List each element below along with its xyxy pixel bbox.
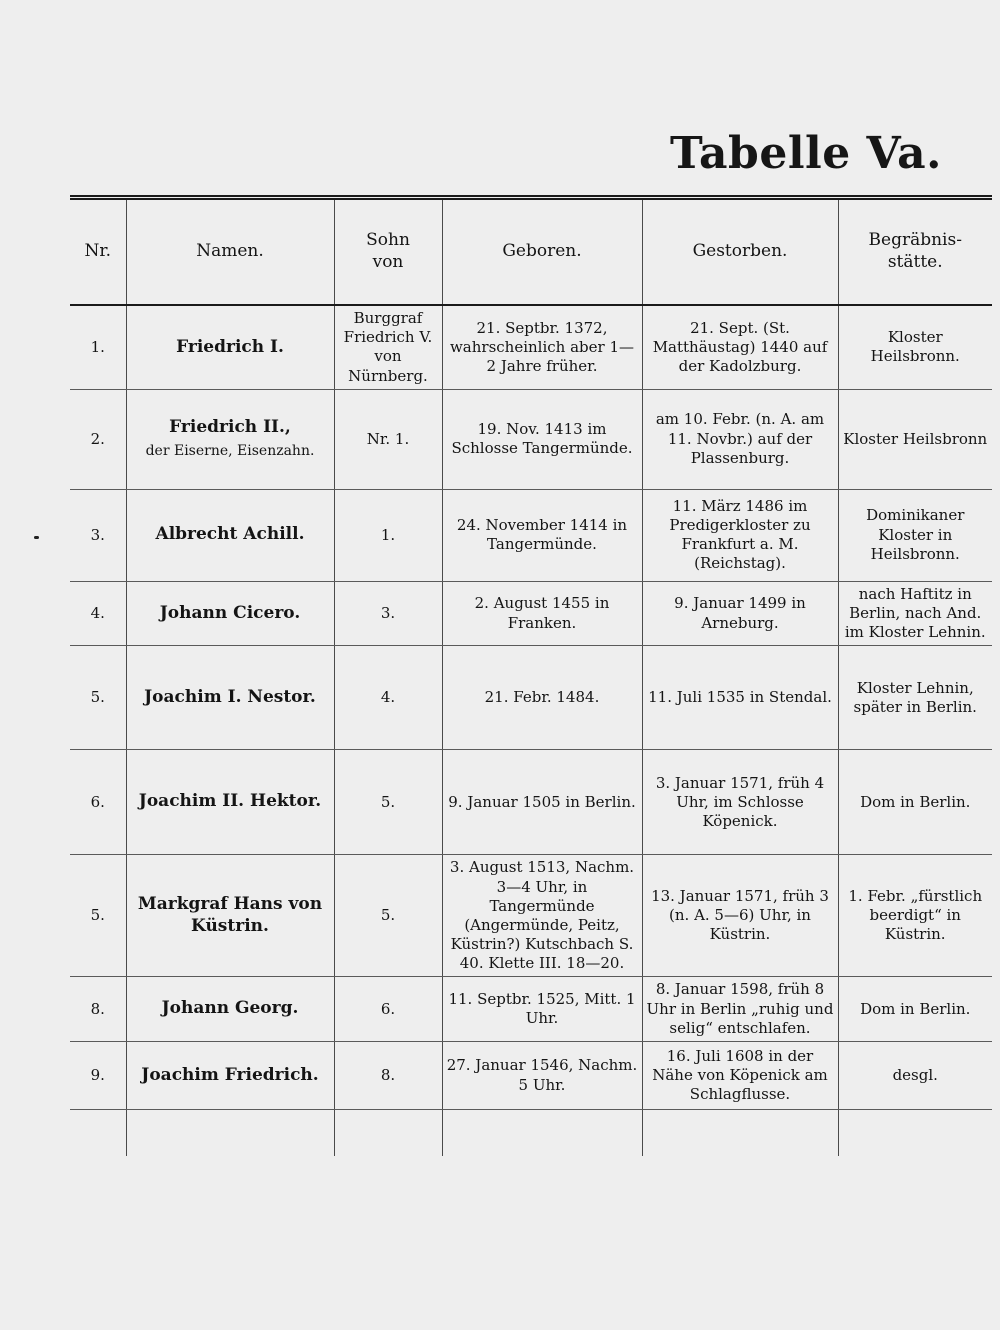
row-burial: Dom in Berlin. xyxy=(838,750,992,855)
row-son-of: Burggraf Friedrich V. von Nürnberg. xyxy=(334,305,442,389)
row-born: 2. August 1455 in Franken. xyxy=(442,581,642,646)
table-row xyxy=(70,855,992,977)
row-nr: 5. xyxy=(70,855,126,977)
row-nr: 6. xyxy=(70,750,126,855)
table-row xyxy=(70,581,992,646)
header-burial xyxy=(838,198,992,306)
row-name: Joachim I. Nestor. xyxy=(144,686,316,707)
row-name: Johann Georg. xyxy=(161,998,299,1019)
page-title: Tabelle Va. xyxy=(670,128,942,179)
table-row xyxy=(70,305,992,389)
header-burial-line2: stätte. xyxy=(887,252,943,272)
row-name: Friedrich II., xyxy=(169,417,291,438)
row-son-of: 1. xyxy=(334,489,442,581)
table-row xyxy=(70,489,992,581)
row-name: Joachim Friedrich. xyxy=(141,1064,319,1085)
header-son-of xyxy=(334,198,442,306)
row-died: am 10. Febr. (n. A. am 11. Novbr.) auf der Plassenburg. xyxy=(642,389,838,489)
row-son-of: 5. xyxy=(334,750,442,855)
row-burial: Dom in Berlin. xyxy=(838,977,992,1042)
table-row xyxy=(70,389,992,489)
row-nr: 8. xyxy=(70,977,126,1042)
row-nr: 5. xyxy=(70,646,126,750)
row-son-of: Nr. 1. xyxy=(334,389,442,489)
row-son-of: 3. xyxy=(334,581,442,646)
header-son-of-line2: von xyxy=(372,252,404,272)
lineage-table xyxy=(70,195,992,1156)
table-row xyxy=(70,1042,992,1110)
row-name-cell xyxy=(126,305,334,389)
row-name-cell xyxy=(126,646,334,750)
row-name-cell xyxy=(126,750,334,855)
row-name: Markgraf Hans von Küstrin. xyxy=(137,894,323,936)
row-died: 9. Januar 1499 in Arneburg. xyxy=(642,581,838,646)
row-name-subtitle: der Eiserne, Eisenzahn. xyxy=(145,443,315,460)
row-born: 27. Januar 1546, Nachm. 5 Uhr. xyxy=(442,1042,642,1110)
row-nr: 9. xyxy=(70,1042,126,1110)
row-name-cell xyxy=(126,581,334,646)
row-name: Albrecht Achill. xyxy=(155,524,305,545)
header-died: Gestorben. xyxy=(642,198,838,306)
table-trailing-row xyxy=(70,1110,992,1157)
header-nr: Nr. xyxy=(70,198,126,306)
table-row xyxy=(70,977,992,1042)
row-born: 11. Septbr. 1525, Mitt. 1 Uhr. xyxy=(442,977,642,1042)
row-nr: 4. xyxy=(70,581,126,646)
table-header-row xyxy=(70,198,992,306)
row-name-cell xyxy=(126,389,334,489)
row-burial: Dominikaner Kloster in Heilsbronn. xyxy=(838,489,992,581)
row-born: 21. Febr. 1484. xyxy=(442,646,642,750)
row-son-of: 4. xyxy=(334,646,442,750)
row-nr: 3. xyxy=(70,489,126,581)
row-died: 8. Januar 1598, früh 8 Uhr in Berlin „ruhig und selig“ entschlafen. xyxy=(642,977,838,1042)
row-son-of: 8. xyxy=(334,1042,442,1110)
row-died: 3. Januar 1571, früh 4 Uhr, im Schlosse Köpenick. xyxy=(642,750,838,855)
row-name-cell xyxy=(126,1042,334,1110)
row-born: 9. Januar 1505 in Berlin. xyxy=(442,750,642,855)
header-burial-line1: Begräbnis- xyxy=(868,230,962,251)
row-born: 3. August 1513, Nachm. 3—4 Uhr, in Tangermünde (Angermünde, Peitz, Küstrin?) Kutschbach S. 40. Klette III. 18—20. xyxy=(442,855,642,977)
row-born: 19. Nov. 1413 im Schlosse Tangermünde. xyxy=(442,389,642,489)
row-son-of: 5. xyxy=(334,855,442,977)
header-son-of-line1: Sohn xyxy=(366,230,410,251)
row-died: 11. Juli 1535 in Stendal. xyxy=(642,646,838,750)
row-born: 24. November 1414 in Tangermünde. xyxy=(442,489,642,581)
row-name-cell xyxy=(126,489,334,581)
row-son-of: 6. xyxy=(334,977,442,1042)
header-name: Namen. xyxy=(126,198,334,306)
row-burial: Kloster Lehnin, später in Berlin. xyxy=(838,646,992,750)
row-burial: nach Haftitz in Berlin, nach And. im Kloster Lehnin. xyxy=(838,581,992,646)
lineage-table-container xyxy=(70,195,992,1156)
row-burial: Kloster Heilsbronn xyxy=(838,389,992,489)
row-burial: 1. Febr. „fürstlich beerdigt“ in Küstrin. xyxy=(838,855,992,977)
table-row xyxy=(70,646,992,750)
row-born: 21. Septbr. 1372, wahrscheinlich aber 1—2 Jahre früher. xyxy=(442,305,642,389)
row-name-cell xyxy=(126,977,334,1042)
row-died: 11. März 1486 im Predigerkloster zu Frankfurt a. M. (Reichstag). xyxy=(642,489,838,581)
ink-speck xyxy=(34,536,39,539)
row-burial: desgl. xyxy=(838,1042,992,1110)
row-name-cell xyxy=(126,855,334,977)
row-nr: 1. xyxy=(70,305,126,389)
row-name: Joachim II. Hektor. xyxy=(138,791,322,812)
row-died: 16. Juli 1608 in der Nähe von Köpenick am Schlagflusse. xyxy=(642,1042,838,1110)
row-burial: Kloster Heilsbronn. xyxy=(838,305,992,389)
row-name: Johann Cicero. xyxy=(159,602,301,623)
row-name: Friedrich I. xyxy=(176,336,284,357)
header-born: Geboren. xyxy=(442,198,642,306)
row-nr: 2. xyxy=(70,389,126,489)
row-died: 21. Sept. (St. Matthäustag) 1440 auf der Kadolzburg. xyxy=(642,305,838,389)
table-row xyxy=(70,750,992,855)
row-died: 13. Januar 1571, früh 3 (n. A. 5—6) Uhr, in Küstrin. xyxy=(642,855,838,977)
